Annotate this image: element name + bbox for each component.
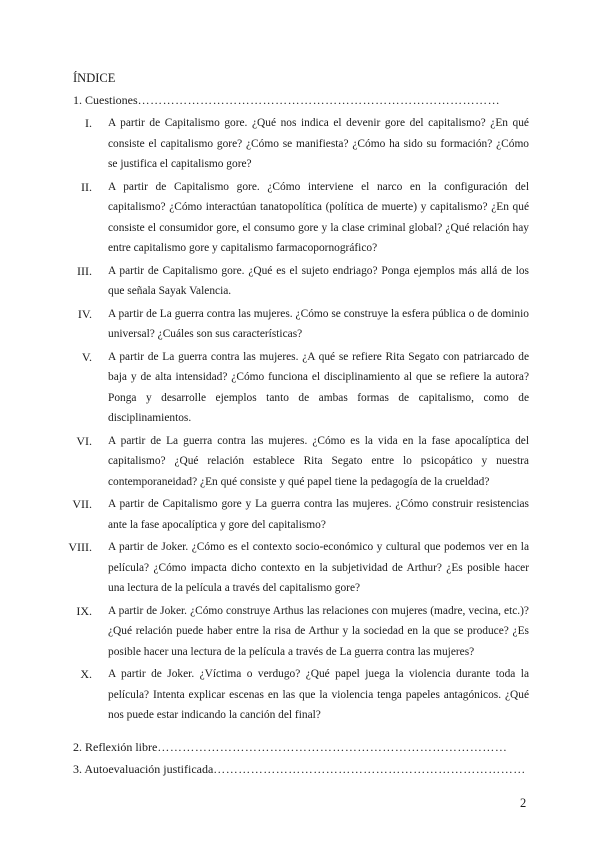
question-item <box>68 537 529 599</box>
question-text: A partir de Capitalismo gore. ¿Qué es el sujeto endriago? Ponga ejemplos más allá de los que señala Sayak Valencia. <box>108 264 529 297</box>
question-item <box>72 347 529 429</box>
question-number: X. <box>80 667 92 681</box>
question-text: A partir de Capitalismo gore y La guerra contra las mujeres. ¿Cómo construir resistencias ante la fase apocalíptica y gore del capitalismo? <box>108 498 529 531</box>
question-text: A partir de Joker. ¿Cómo es el contexto socio-económico y cultural que podemos ver en la película? ¿Cómo impacta dicho contexto en la subjetividad de Arthur? ¿Es posible hacer una lectura de la película a través del capitalismo gore? <box>108 541 529 594</box>
question-number: I. <box>85 116 92 130</box>
question-item <box>72 304 529 345</box>
toc-leader-dots: ………………………………………………………………… <box>213 762 526 776</box>
question-text: A partir de Joker. ¿Víctima o verdugo? ¿Qué papel juega la violencia durante toda la película? Intenta explicar escenas en las que la violencia tenga papeles antagónicos. ¿Qué nos puede estar indicando la canción del final? <box>108 668 529 721</box>
question-text: A partir de Joker. ¿Cómo construye Arthus las relaciones con mujeres (madre, vecina, etc.)? ¿Qué relación puede haber entre la risa de Arthur y la sociedad en la que se produce? ¿Es posible hacer una lectura de la película a través de La guerra contra las mujeres? <box>108 604 529 658</box>
question-item <box>72 664 529 726</box>
toc-label: 2. Reflexión libre <box>73 740 158 754</box>
question-text: A partir de Capitalismo gore. ¿Cómo interviene el narco en la configuración del capitalismo? ¿Cómo interactúan tanatopolítica (política de muerte) y capitalismo? ¿En qué consiste el consumidor gore, el consumo gore y la clase criminal global? ¿Qué relación hay entre capitalismo gore y capitalismo farmacopornográfico? <box>108 180 529 254</box>
toc-leader-dots: …………………………………………………………………………… <box>137 93 501 107</box>
toc-label: 3. Autoevaluación justificada <box>73 762 214 776</box>
question-item <box>72 177 529 259</box>
index-title: ÍNDICE <box>73 71 116 85</box>
question-number: VII. <box>72 497 92 511</box>
question-item <box>72 261 529 302</box>
toc-entry-reflexion <box>73 740 507 755</box>
question-number: V. <box>81 349 92 364</box>
toc-entry-cuestiones <box>73 93 500 108</box>
question-item <box>72 113 529 175</box>
question-item <box>72 431 529 493</box>
question-text: A partir de La guerra contra las mujeres. ¿Cómo es la vida en la fase apocalíptica del capitalismo? ¿Qué relación establece Rita Segato entre lo psicopático y nuestra contemporaneidad? ¿En qué consiste y qué papel tiene la pedagogía de la crueldad? <box>108 434 529 488</box>
question-item <box>72 601 529 663</box>
question-number: VIII. <box>68 540 92 554</box>
toc-label: 1. Cuestiones <box>73 93 138 107</box>
question-number: III. <box>77 263 92 278</box>
question-number: VI. <box>76 433 92 448</box>
questions-list <box>68 113 529 728</box>
question-text: A partir de La guerra contra las mujeres. ¿A qué se refiere Rita Segato con patriarcado de baja y de alta intensidad? ¿Cómo funciona el disciplinamiento al que se refiere la autora? Ponga y desarrolle ejemplos tanto de ambas formas de capitalismo, como de disciplinamientos. <box>108 350 529 424</box>
question-number: IV. <box>77 306 92 321</box>
toc-leader-dots: ………………………………………………………………………… <box>157 740 508 754</box>
question-number: II. <box>81 179 92 194</box>
toc-entry-autoevaluacion <box>73 762 526 777</box>
question-text: A partir de La guerra contra las mujeres. ¿Cómo se construye la esfera pública o de dominio universal? ¿Cuáles son sus características? <box>108 307 529 340</box>
question-number: IX. <box>76 603 92 618</box>
page-number: 2 <box>520 796 527 810</box>
question-item <box>72 494 529 535</box>
question-text: A partir de Capitalismo gore. ¿Qué nos indica el devenir gore del capitalismo? ¿En qué consiste el capitalismo gore? ¿Cómo se manifiesta? ¿Cómo ha sido su formación? ¿Cómo se justifica el capitalismo gore? <box>108 117 529 170</box>
